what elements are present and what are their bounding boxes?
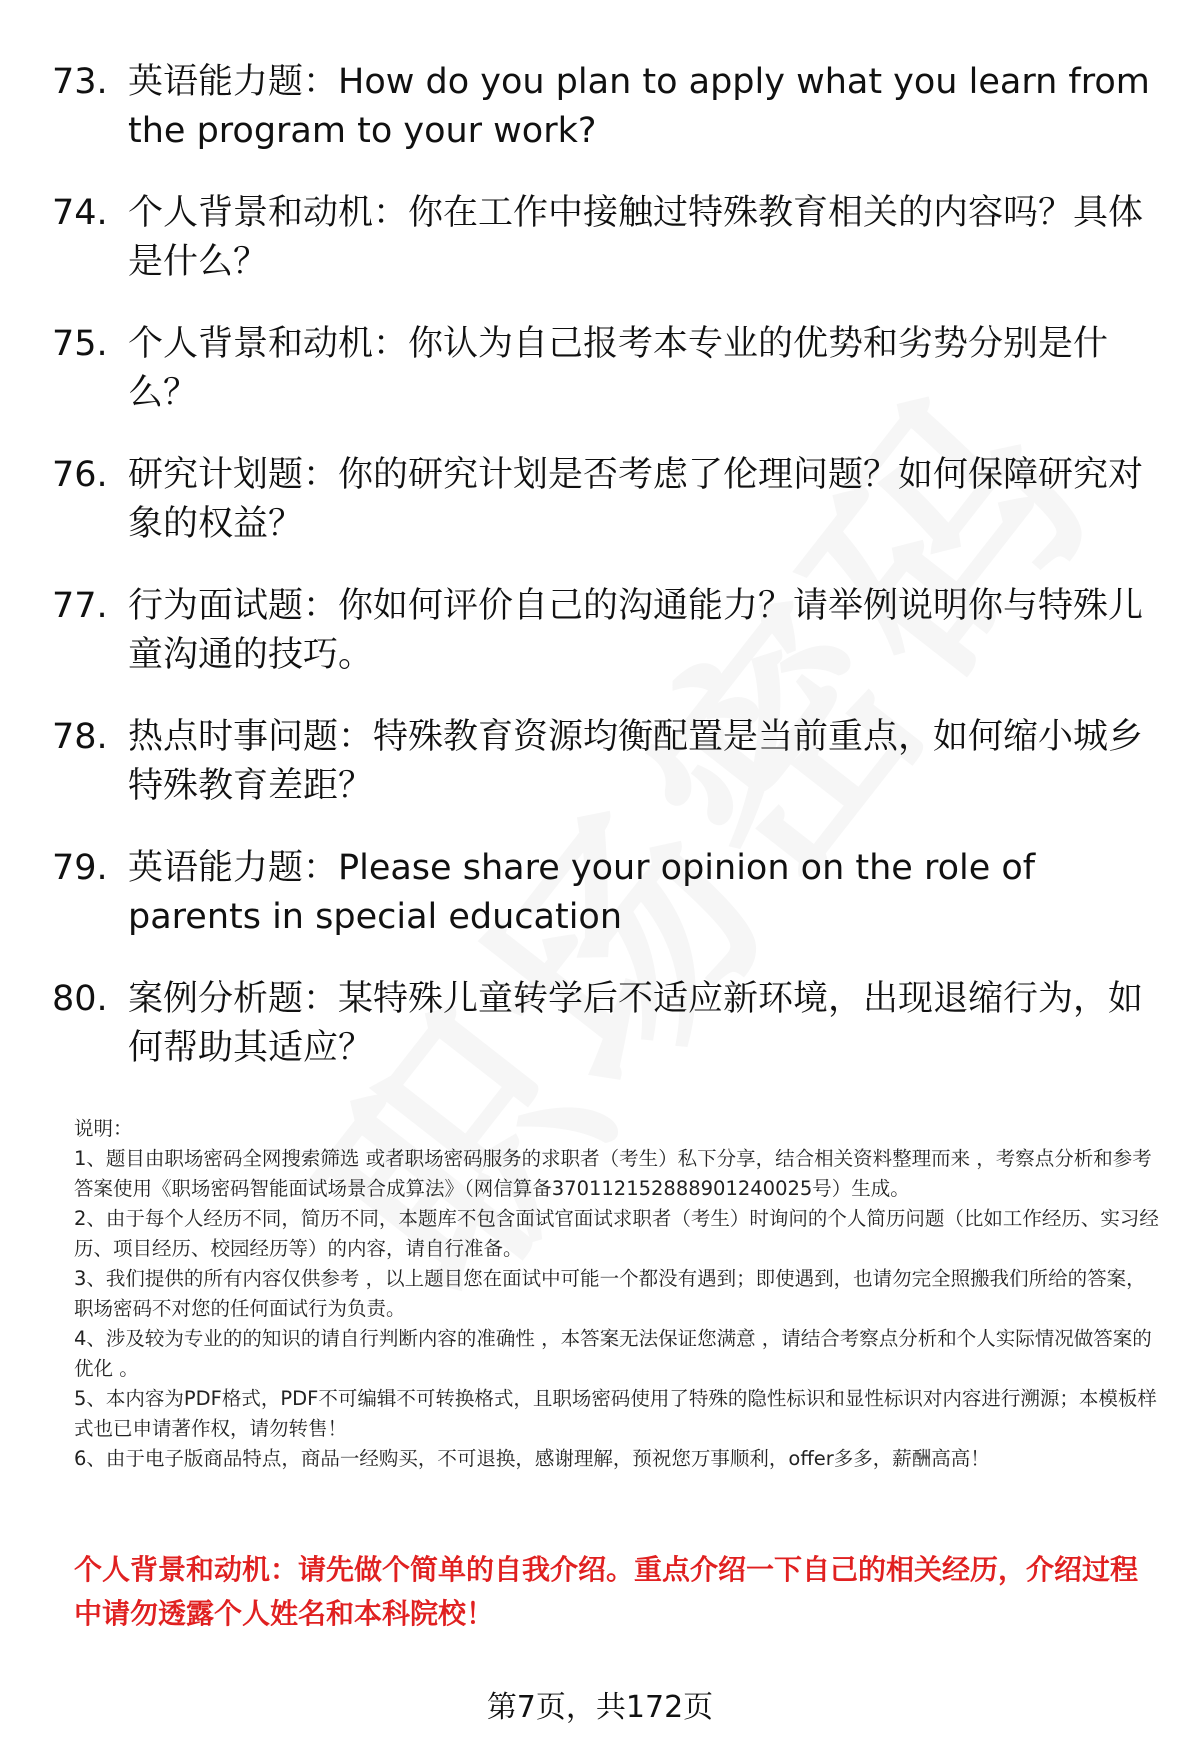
question-number: 74. (52, 193, 108, 233)
question-item (52, 320, 1152, 418)
question-number: 76. (52, 455, 108, 495)
question-item (52, 844, 1152, 942)
question-item (52, 451, 1152, 549)
question-item (52, 58, 1152, 156)
note-item: 2、由于每个人经历不同，简历不同，本题库不包含面试官面试求职者（考生）时询问的个人简历问题（比如工作经历、实习经历、项目经历、校园经历等）的内容，请自行准备。 (74, 1207, 1159, 1260)
note-item: 1、题目由职场密码全网搜索筛选 或者职场密码服务的求职者（考生）私下分享，结合相关资料整理而来 ，考察点分析和参考答案使用《职场密码智能面试场景合成算法》（网信算备370112152888901240025号）生成。 (74, 1147, 1152, 1200)
question-item (52, 975, 1152, 1073)
notes-heading: 说明： (74, 1117, 133, 1140)
question-text: 案例分析题：某特殊儿童转学后不适应新环境，出现退缩行为，如何帮助其适应？ (128, 979, 1144, 1068)
question-list (52, 58, 1152, 1106)
question-number: 75. (52, 324, 108, 364)
question-item (52, 582, 1152, 680)
question-number: 80. (52, 979, 108, 1019)
note-item: 6、由于电子版商品特点，商品一经购买，不可退换，感谢理解，预祝您万事顺利，offer多多，薪酬高高！ (74, 1447, 990, 1470)
note-item: 5、本内容为PDF格式，PDF不可编辑不可转换格式，且职场密码使用了特殊的隐性标识和显性标识对内容进行溯源；本模板样式也已申请著作权，请勿转售！ (74, 1387, 1157, 1440)
question-number: 73. (52, 62, 108, 102)
highlight-question: 个人背景和动机：请先做个简单的自我介绍。重点介绍一下自己的相关经历，介绍过程中请勿透露个人姓名和本科院校！ (74, 1553, 1139, 1630)
question-number: 79. (52, 848, 108, 888)
question-text: 英语能力题：Please share your opinion on the role of parents in special education (128, 848, 1036, 937)
notes-section (74, 1114, 1159, 1474)
note-item: 3、我们提供的所有内容仅供参考 ，以上题目您在面试中可能一个都没有遇到；即使遇到，也请勿完全照搬我们所给的答案，职场密码不对您的任何面试行为负责。 (74, 1267, 1146, 1320)
question-text: 个人背景和动机：你在工作中接触过特殊教育相关的内容吗？具体是什么？ (128, 193, 1144, 282)
question-text: 英语能力题：How do you plan to apply what you learn from the program to your work? (128, 62, 1150, 151)
question-text: 个人背景和动机：你认为自己报考本专业的优势和劣势分别是什么？ (128, 324, 1109, 413)
question-text: 行为面试题：你如何评价自己的沟通能力？请举例说明你与特殊儿童沟通的技巧。 (128, 586, 1144, 675)
note-item: 4、涉及较为专业的的知识的请自行判断内容的准确性 ，本答案无法保证您满意 ，请结合考察点分析和个人实际情况做答案的优化 。 (74, 1327, 1152, 1380)
question-number: 78. (52, 717, 108, 757)
question-item (52, 189, 1152, 287)
page-footer: 第7页，共172页 (486, 1690, 714, 1725)
question-text: 研究计划题：你的研究计划是否考虑了伦理问题？如何保障研究对象的权益？ (128, 455, 1144, 544)
question-number: 77. (52, 586, 108, 626)
question-item (52, 713, 1152, 811)
question-text: 热点时事问题：特殊教育资源均衡配置是当前重点，如何缩小城乡特殊教育差距？ (128, 717, 1144, 806)
